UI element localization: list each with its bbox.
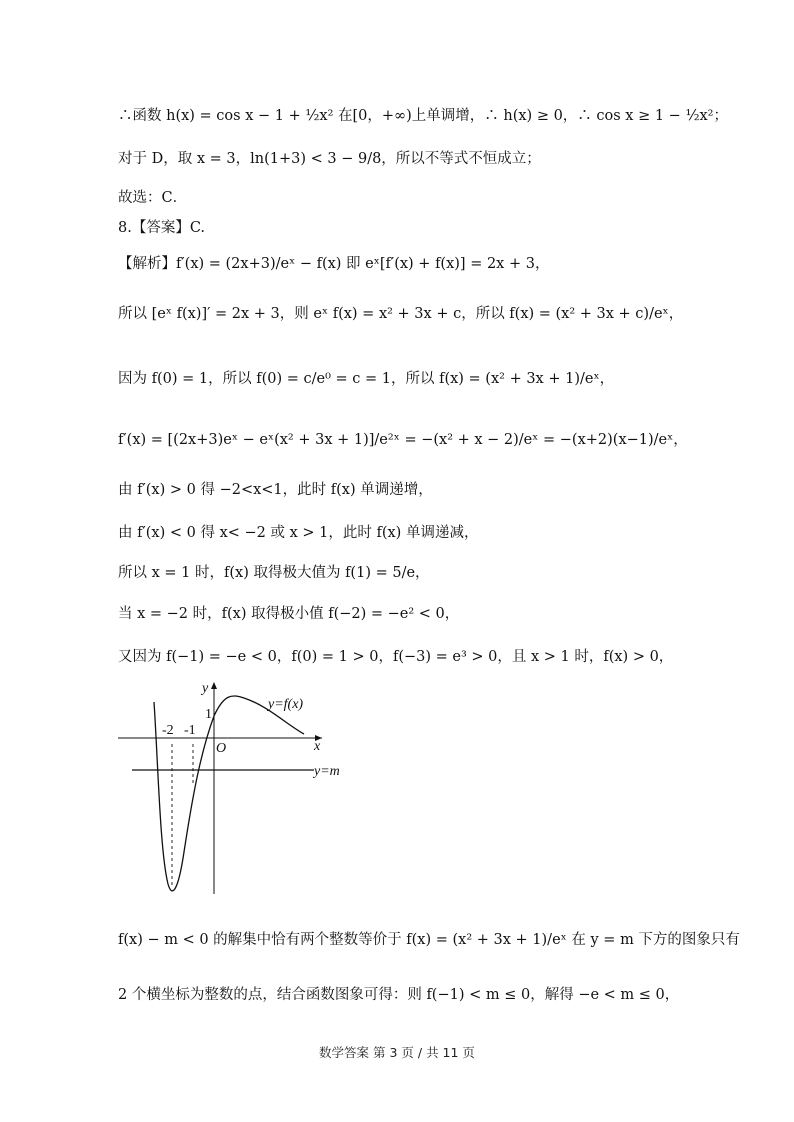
curve-label: y=f(x) (268, 697, 304, 712)
text-line-9: 由 f′(x) > 0 得 −2<x<1，此时 f(x) 单调递增， (118, 482, 433, 498)
tick-label-neg1: -1 (184, 723, 196, 738)
y-axis-arrow (211, 682, 217, 689)
text-line-3: 故选：C． (118, 190, 188, 206)
text-line-13: 又因为 f(−1) = −e < 0，f(0) = 1 > 0，f(−3) = e³ > 0，且 x > 1 时，f(x) > 0， (118, 649, 674, 665)
text-line-10: 由 f′(x) < 0 得 x< −2 或 x > 1，此时 f(x) 单调递减， (118, 525, 479, 541)
line-m-label: y=m (314, 764, 340, 779)
y-axis-label: y (202, 681, 209, 696)
text-line-11: 所以 x = 1 时，f(x) 取得极大值为 f(1) = 5/e， (118, 565, 430, 581)
text-line-1: ∴函数 h(x) = cos x − 1 + ½x² 在[0，+∞)上单调增，∴ h(x) ≥ 0，∴ cos x ≥ 1 − ½x²； (118, 108, 728, 124)
text-line-14: f(x) − m < 0 的解集中恰有两个整数等价于 f(x) = (x² + 3x + 1)/eˣ 在 y = m 下方的图象只有 (118, 932, 740, 948)
answer-heading: 8.【答案】C. (118, 220, 206, 236)
text-line-7: 因为 f(0) = 1，所以 f(0) = c/e⁰ = c = 1，所以 f(x) = (x² + 3x + 1)/eˣ， (118, 371, 615, 387)
function-graph (118, 672, 358, 902)
curve-f-of-x (154, 696, 304, 891)
text-line-2: 对于 D，取 x = 3，ln(1+3) < 3 − 9/8，所以不等式不恒成立； (118, 151, 541, 167)
text-line-15: 2 个横坐标为整数的点，结合函数图象可得：则 f(−1) < m ≤ 0，解得 −e < m ≤ 0， (118, 987, 680, 1003)
text-line-8: f′(x) = [(2x+3)eˣ − eˣ(x² + 3x + 1)]/e²ˣ = −(x² + x − 2)/eˣ = −(x+2)(x−1)/eˣ， (118, 432, 688, 448)
text-line-6: 所以 [eˣ f(x)]′ = 2x + 3，则 eˣ f(x) = x² + 3x + c，所以 f(x) = (x² + 3x + c)/eˣ， (118, 306, 684, 322)
x-axis-label: x (314, 739, 321, 754)
text-line-5: 【解析】f′(x) = (2x+3)/eˣ − f(x) 即 eˣ[f′(x) + f(x)] = 2x + 3， (118, 256, 550, 272)
origin-label: O (216, 741, 227, 756)
text-line-12: 当 x = −2 时，f(x) 取得极小值 f(−2) = −e² < 0， (118, 606, 460, 622)
page-footer: 数学答案 第 3 页 / 共 11 页 (319, 1045, 475, 1060)
tick-label-neg2: -2 (162, 723, 174, 738)
label-one: 1 (205, 707, 212, 722)
